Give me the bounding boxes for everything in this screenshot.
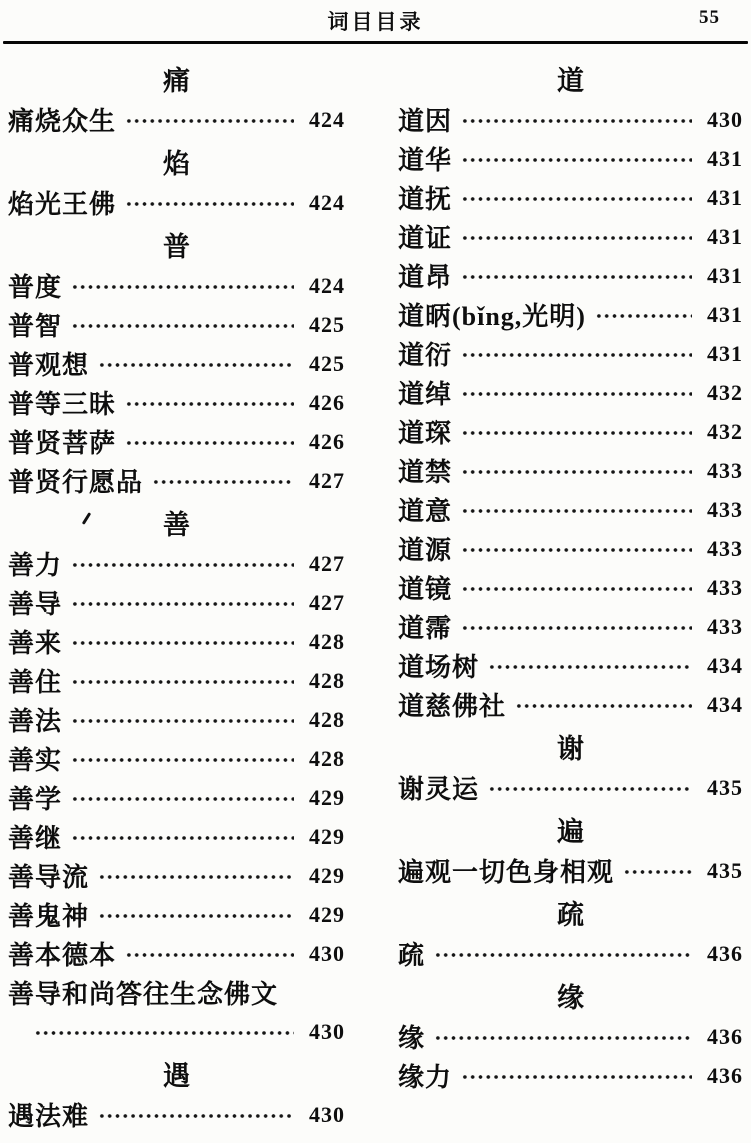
dot-leader <box>125 201 294 207</box>
index-entry-wrapped-term <box>8 973 345 1012</box>
entry-page-number: 432 <box>707 379 743 405</box>
section-header <box>8 500 345 544</box>
dot-leader <box>461 508 692 514</box>
entry-page-number: 426 <box>309 389 345 415</box>
entry-page-number: 428 <box>309 706 345 732</box>
entry-term: 道因 <box>398 107 453 136</box>
entry-page-number: 424 <box>309 272 345 298</box>
index-entry <box>8 778 345 817</box>
entry-page-number: 426 <box>309 428 345 454</box>
dot-leader <box>461 196 692 202</box>
index-entry <box>8 266 345 305</box>
section-header-label: 道 <box>557 65 584 96</box>
entry-term: 道昂 <box>398 263 453 292</box>
entry-term: 善本德本 <box>8 941 117 970</box>
index-entry <box>398 934 743 973</box>
entry-page-number: 431 <box>707 262 743 288</box>
entry-term: 道霈 <box>398 614 453 643</box>
entry-page-number: 428 <box>309 628 345 654</box>
index-entry <box>8 700 345 739</box>
dot-leader <box>98 874 294 880</box>
entry-page-number: 434 <box>707 691 743 717</box>
entry-term: 缘力 <box>398 1063 453 1092</box>
index-entry-wrapped-continuation <box>8 1012 345 1051</box>
section-header <box>8 1051 345 1095</box>
entry-term: 善住 <box>8 668 63 697</box>
dot-leader <box>461 430 692 436</box>
index-body <box>0 56 751 1134</box>
index-entry <box>8 583 345 622</box>
dot-leader <box>71 640 294 646</box>
index-entry <box>398 373 743 412</box>
entry-page-number: 424 <box>309 106 345 132</box>
entry-term: 道证 <box>398 224 453 253</box>
entry-term: 遍观一切色身相观 <box>398 858 615 887</box>
dot-leader <box>515 703 692 709</box>
index-entry <box>398 139 743 178</box>
entry-term: 道镜 <box>398 575 453 604</box>
index-entry <box>8 739 345 778</box>
entry-page-number: 427 <box>309 550 345 576</box>
index-entry <box>398 1056 743 1095</box>
index-entry <box>398 295 743 334</box>
dot-leader <box>71 679 294 685</box>
entry-page-number: 434 <box>707 652 743 678</box>
index-column-left <box>8 56 345 1134</box>
entry-page-number: 430 <box>309 940 345 966</box>
dot-leader <box>152 479 294 485</box>
section-header-label: 遇 <box>163 1060 190 1091</box>
index-entry <box>398 685 743 724</box>
entry-term: 普贤行愿品 <box>8 468 144 497</box>
entry-term: 道禁 <box>398 458 453 487</box>
section-header-label: 疏 <box>557 899 584 930</box>
dot-leader <box>125 118 294 124</box>
index-entry <box>398 646 743 685</box>
index-column-right <box>398 56 743 1134</box>
index-entry <box>8 344 345 383</box>
entry-page-number: 431 <box>707 145 743 171</box>
entry-term: 普贤菩萨 <box>8 429 117 458</box>
dot-leader <box>71 718 294 724</box>
entry-page-number: 429 <box>309 784 345 810</box>
section-header-label: 缘 <box>557 982 584 1013</box>
index-entry <box>8 183 345 222</box>
section-header <box>8 139 345 183</box>
entry-term: 普智 <box>8 312 63 341</box>
entry-page-number: 427 <box>309 467 345 493</box>
entry-term: 善导 <box>8 590 63 619</box>
page-number: 55 <box>699 7 720 28</box>
section-header-label: 善 <box>163 509 190 540</box>
dot-leader <box>461 352 692 358</box>
entry-term: 道源 <box>398 536 453 565</box>
entry-page-number: 433 <box>707 496 743 522</box>
index-entry <box>398 568 743 607</box>
entry-term: 道琛 <box>398 419 453 448</box>
entry-term: 善法 <box>8 707 63 736</box>
dot-leader <box>125 952 294 958</box>
section-header-label: 遍 <box>557 816 584 847</box>
dot-leader <box>461 586 692 592</box>
entry-page-number: 425 <box>309 350 345 376</box>
index-entry <box>398 412 743 451</box>
page-header <box>0 0 751 41</box>
section-header <box>398 807 743 851</box>
dot-leader <box>461 391 692 397</box>
entry-page-number: 429 <box>309 823 345 849</box>
entry-page-number: 431 <box>707 340 743 366</box>
section-header <box>8 56 345 100</box>
index-entry <box>8 422 345 461</box>
index-entry <box>398 490 743 529</box>
index-entry <box>8 661 345 700</box>
entry-term: 善继 <box>8 824 63 853</box>
entry-page-number: 430 <box>707 106 743 132</box>
section-header-label: 谢 <box>557 733 584 764</box>
entry-term: 道华 <box>398 146 453 175</box>
index-entry <box>398 256 743 295</box>
dot-leader <box>71 323 294 329</box>
entry-page-number: 429 <box>309 862 345 888</box>
dot-leader <box>71 796 294 802</box>
dot-leader <box>98 913 294 919</box>
entry-page-number: 425 <box>309 311 345 337</box>
entry-page-number: 430 <box>309 1101 345 1127</box>
dot-leader <box>71 284 294 290</box>
index-entry <box>8 622 345 661</box>
index-entry <box>398 1017 743 1056</box>
entry-term: 善来 <box>8 629 63 658</box>
entry-term: 谢灵运 <box>398 775 480 804</box>
dot-leader <box>461 1074 692 1080</box>
dot-leader <box>488 664 692 670</box>
index-entry <box>8 100 345 139</box>
dot-leader <box>623 869 692 875</box>
entry-term: 疏 <box>398 941 426 970</box>
entry-page-number: 429 <box>309 901 345 927</box>
index-entry <box>398 178 743 217</box>
dot-leader <box>595 313 692 319</box>
dot-leader <box>125 440 294 446</box>
entry-term: 普度 <box>8 273 63 302</box>
index-entry <box>398 451 743 490</box>
entry-term: 善导和尚答往生念佛文 <box>8 980 279 1009</box>
entry-term: 普等三昧 <box>8 390 117 419</box>
index-entry <box>398 607 743 646</box>
entry-term: 善鬼神 <box>8 902 90 931</box>
index-entry <box>8 1095 345 1134</box>
entry-term: 道场树 <box>398 653 480 682</box>
entry-term: 焰光王佛 <box>8 190 117 219</box>
index-entry <box>398 334 743 373</box>
entry-term: 道慈佛社 <box>398 692 507 721</box>
entry-page-number: 435 <box>707 857 743 883</box>
section-header <box>398 890 743 934</box>
section-header <box>398 973 743 1017</box>
index-entry <box>398 217 743 256</box>
index-entry <box>398 851 743 890</box>
section-header <box>8 222 345 266</box>
entry-term: 道抚 <box>398 185 453 214</box>
entry-term: 普观想 <box>8 351 90 380</box>
page-title: 词目目录 <box>327 10 424 34</box>
entry-page-number: 436 <box>707 940 743 966</box>
dot-leader <box>461 547 692 553</box>
index-entry <box>8 305 345 344</box>
entry-term: 善实 <box>8 746 63 775</box>
dot-leader <box>125 401 294 407</box>
entry-term: 遇法难 <box>8 1102 90 1131</box>
entry-term: 痛烧众生 <box>8 107 117 136</box>
entry-page-number: 436 <box>707 1023 743 1049</box>
entry-page-number: 428 <box>309 667 345 693</box>
dot-leader <box>71 601 294 607</box>
entry-page-number: 433 <box>707 457 743 483</box>
dot-leader <box>434 952 692 958</box>
entry-page-number: 431 <box>707 184 743 210</box>
entry-page-number: 427 <box>309 589 345 615</box>
dot-leader <box>461 274 692 280</box>
entry-page-number: 430 <box>309 1018 345 1044</box>
section-header <box>398 724 743 768</box>
dot-leader <box>71 835 294 841</box>
entry-page-number: 433 <box>707 574 743 600</box>
dot-leader <box>461 235 692 241</box>
header-rule <box>3 41 748 44</box>
dot-leader <box>461 157 692 163</box>
index-entry <box>398 529 743 568</box>
index-entry <box>398 100 743 139</box>
index-entry <box>8 817 345 856</box>
dot-leader <box>71 757 294 763</box>
dot-leader <box>98 1113 294 1119</box>
entry-term: 善学 <box>8 785 63 814</box>
section-header-label: 焰 <box>163 148 190 179</box>
section-header <box>398 56 743 100</box>
entry-page-number: 436 <box>707 1062 743 1088</box>
entry-page-number: 435 <box>707 774 743 800</box>
entry-page-number: 432 <box>707 418 743 444</box>
index-entry <box>8 934 345 973</box>
entry-page-number: 424 <box>309 189 345 215</box>
entry-page-number: 433 <box>707 535 743 561</box>
entry-page-number: 431 <box>707 301 743 327</box>
dot-leader <box>461 118 692 124</box>
entry-page-number: 431 <box>707 223 743 249</box>
index-entry <box>8 895 345 934</box>
entry-term: 道衍 <box>398 341 453 370</box>
dot-leader <box>461 625 692 631</box>
index-entry <box>8 383 345 422</box>
dot-leader <box>71 562 294 568</box>
dot-leader <box>34 1030 294 1036</box>
entry-term: 道昞(bǐng,光明) <box>398 302 586 331</box>
stray-ink-mark <box>82 512 91 525</box>
index-entry <box>8 461 345 500</box>
index-entry <box>8 856 345 895</box>
dot-leader <box>98 362 294 368</box>
entry-term: 道绰 <box>398 380 453 409</box>
index-entry <box>398 768 743 807</box>
entry-term: 善导流 <box>8 863 90 892</box>
dot-leader <box>488 786 692 792</box>
entry-page-number: 428 <box>309 745 345 771</box>
section-header-label: 痛 <box>163 65 190 96</box>
entry-term: 缘 <box>398 1024 426 1053</box>
index-entry <box>8 544 345 583</box>
dot-leader <box>434 1035 692 1041</box>
section-header-label: 普 <box>163 231 190 262</box>
dot-leader <box>461 469 692 475</box>
entry-term: 善力 <box>8 551 63 580</box>
entry-page-number: 433 <box>707 613 743 639</box>
entry-term: 道意 <box>398 497 453 526</box>
